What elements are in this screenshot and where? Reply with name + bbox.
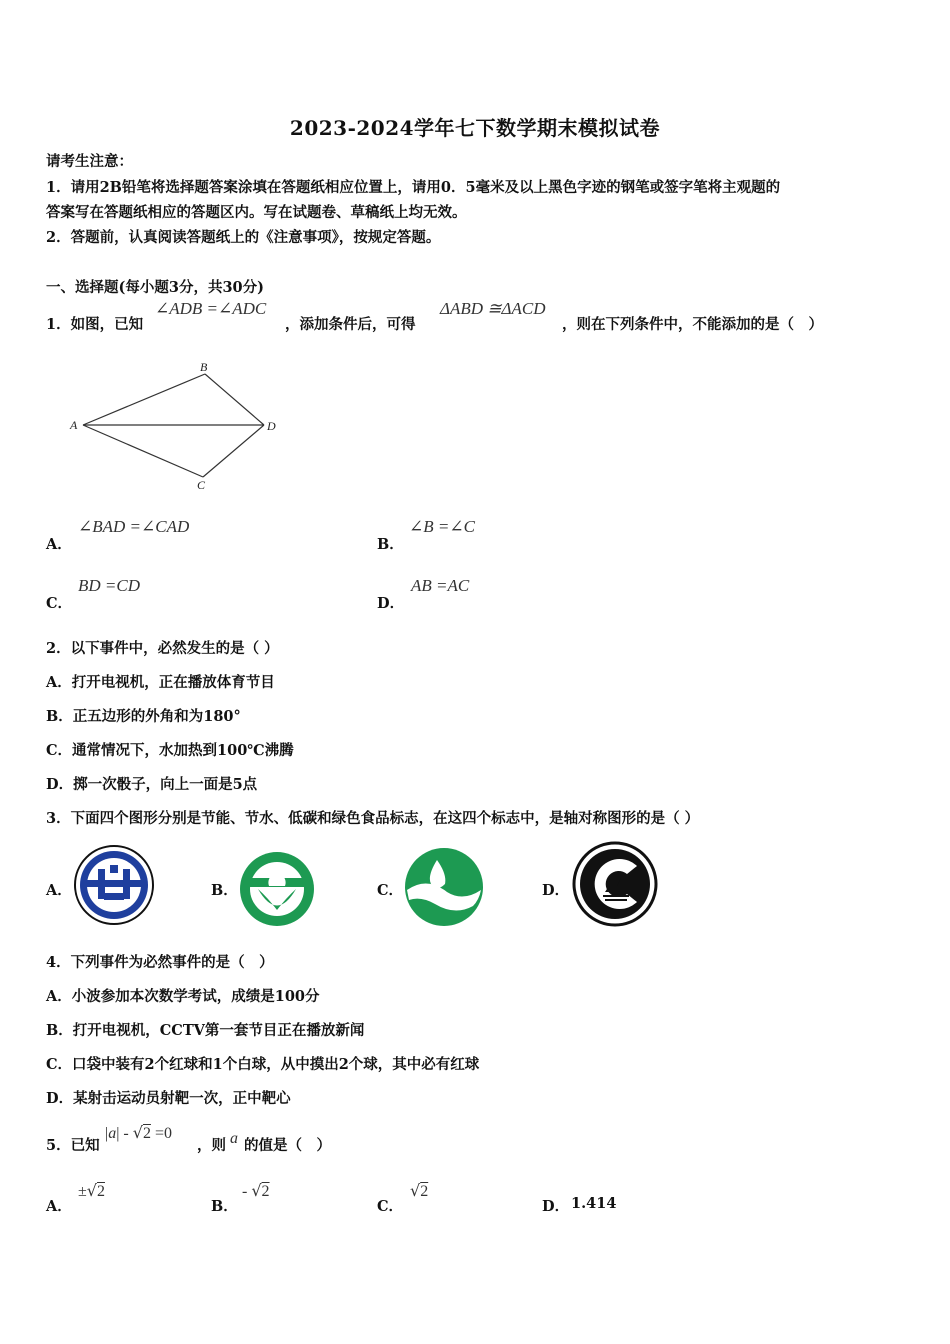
q4-option-c: C．口袋中装有2个红球和1个白球，从中摸出2个球，其中必有红球	[46, 1056, 480, 1073]
notice-line-1: 1．请用2B铅笔将选择题答案涂填在答题纸相应位置上，请用0．5毫米及以上黑色字迹的钢笔或签字笔将主观题的	[46, 179, 781, 196]
q1-option-c-text: BD =CD	[78, 576, 140, 595]
q4-stem: 4．下列事件为必然事件的是（ ）	[46, 954, 274, 971]
q2-option-d: D．掷一次骰子，向上一面是5点	[46, 776, 258, 793]
q5-radicand: 2	[142, 1125, 151, 1142]
sqrt-icon: √	[251, 1181, 262, 1200]
q1-option-a-label: A．	[46, 536, 72, 553]
q2-stem: 2．以下事件中，必然发生的是（ ）	[46, 640, 279, 657]
q1-option-d-text: AB =AC	[411, 576, 470, 595]
sqrt-icon: √	[410, 1181, 421, 1200]
q5-option-c-value	[410, 1181, 428, 1201]
vertex-label-b: B	[200, 360, 208, 374]
q5-option-a-radicand: 2	[96, 1183, 105, 1200]
section-heading: 一、选择题(每小题3分，共30分)	[46, 279, 264, 296]
q1-condition: ∠ADB =∠ADC	[155, 299, 267, 318]
q5-option-b-sign: -	[242, 1183, 248, 1200]
q5-prefix: 5．已知	[46, 1137, 100, 1154]
q5-minus: -	[123, 1125, 129, 1142]
vertex-label-a: A	[70, 418, 78, 432]
q1-mid: ，添加条件后，可得	[285, 316, 416, 333]
q5-option-b-value	[242, 1181, 270, 1201]
q5-option-d-value: 1.414	[571, 1195, 617, 1212]
segment-ab	[83, 374, 205, 425]
low-carbon-logo-icon	[571, 840, 659, 928]
q1-result: ΔABD ≅ΔACD	[440, 299, 546, 318]
segment-ac	[83, 425, 203, 477]
segment-bd	[205, 374, 264, 425]
q5-option-a-sign: ±	[78, 1183, 87, 1200]
q1-option-a-text: ∠BAD =∠CAD	[78, 517, 190, 536]
vertex-label-c: C	[197, 478, 206, 492]
q2-option-c: C．通常情况下，水加热到100℃沸腾	[46, 742, 294, 759]
q5-option-b-label: B．	[211, 1198, 238, 1215]
q3-option-a-label: A．	[46, 882, 72, 899]
notice-line-3: 2．答题前，认真阅读答题纸上的《注意事项》，按规定答题。	[46, 229, 441, 246]
q5-option-a-value	[78, 1181, 105, 1201]
q5-option-c-radicand: 2	[420, 1183, 429, 1200]
notice-heading: 请考生注意：	[46, 153, 133, 170]
q1-option-c-label: C．	[46, 595, 73, 612]
segment-cd	[203, 425, 264, 477]
q3-option-c-label: C．	[377, 882, 404, 899]
q1-option-b-label: B．	[377, 536, 404, 553]
q1-option-d-label: D．	[377, 595, 405, 612]
q3-stem: 3．下面四个图形分别是节能、节水、低碳和绿色食品标志，在这四个标志中，是轴对称图形的是（ ）	[46, 810, 700, 827]
q5-var: a	[230, 1130, 238, 1147]
water-saving-logo-icon	[403, 846, 487, 930]
q4-option-d: D．某射击运动员射靶一次，正中靶心	[46, 1090, 291, 1107]
vertex-label-d: D	[267, 419, 276, 433]
q3-option-b-label: B．	[211, 882, 238, 899]
q3-option-d-label: D．	[542, 882, 570, 899]
q1-option-b-text: ∠B =∠C	[409, 517, 475, 536]
q5-option-b-radicand: 2	[261, 1183, 270, 1200]
q4-option-a: A．小波参加本次数学考试，成绩是100分	[46, 988, 320, 1005]
q5-mid: ，则	[197, 1137, 226, 1154]
q5-option-d-label: D．	[542, 1198, 570, 1215]
sqrt-icon: √	[86, 1181, 97, 1200]
q2-option-a: A．打开电视机，正在播放体育节目	[46, 674, 275, 691]
q5-option-a-label: A．	[46, 1198, 72, 1215]
quadrilateral-figure	[66, 355, 286, 495]
green-food-logo-icon	[236, 848, 320, 930]
notice-line-2: 答案写在答题纸相应的答题区内。写在试题卷、草稿纸上均无效。	[46, 204, 467, 221]
q5-abs-var: a	[108, 1125, 117, 1142]
q5-equals: =0	[154, 1125, 172, 1142]
q5-option-c-label: C．	[377, 1198, 404, 1215]
energy-saving-logo-icon	[73, 843, 157, 927]
q1-suffix: ，则在下列条件中，不能添加的是（ ）	[562, 316, 823, 333]
q2-option-b: B．正五边形的外角和为180°	[46, 708, 241, 725]
q4-option-b: B．打开电视机，CCTV第一套节目正在播放新闻	[46, 1022, 365, 1039]
sqrt-icon: √	[132, 1123, 143, 1142]
q5-expression: |a| - √2 =0	[105, 1123, 172, 1142]
q5-suffix: 的值是（ ）	[244, 1137, 331, 1154]
q1-prefix: 1．如图，已知	[46, 316, 144, 333]
page-title: 2023-2024学年七下数学期末模拟试卷	[289, 116, 661, 140]
